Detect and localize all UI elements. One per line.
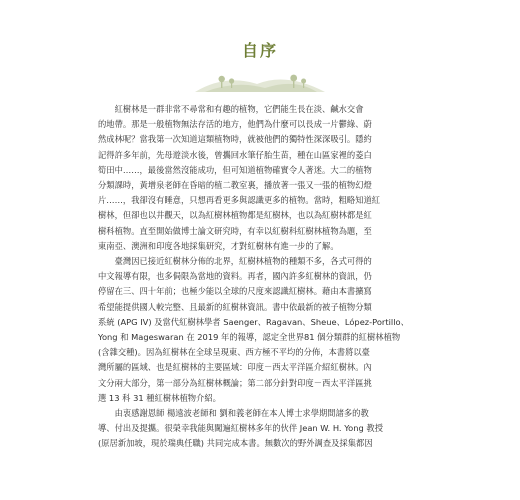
text-line: 分類課時，黃增泉老師在昏暗的植二教室裏，播放著一張又一張的植物幻燈 — [98, 180, 372, 191]
text-line: 樹科植物。直至開始做博士論文研究時，有幸以紅樹科紅樹林植物為題，至 — [98, 225, 372, 236]
text-line: 中文報導有限，也多侷限為當地的資料。再者，國內許多紅樹林的資訊，仍 — [98, 271, 372, 282]
text-line: 臺灣因已接近紅樹林分佈的北界，紅樹林植物的種類不多，各式可得的 — [98, 256, 372, 267]
text-line: 樹林，但卻也以井觀天，以為紅樹林植物都是紅樹林，也以為紅樹林都是紅 — [98, 210, 372, 221]
text-line: 記得許多年前，先母遊淡水後，曾攜回水筆仔胎生苗，種在山區家裡的菱白 — [98, 149, 372, 160]
text-line: 系統 (APG IV) 及當代紅樹林學者 Saenger、Ragavan、Sheue、López-Portillo、 — [98, 316, 409, 327]
text-line: 筍田中……，最後當然沒能成功，但可知道植物確實令人著迷。大二的植物 — [98, 164, 372, 175]
text-line: 停留在三、四十年前；也極少能以全球的尺度來認識紅樹林。藉由本書擴寫 — [98, 286, 372, 297]
text-line: 由衷感謝恩師 楊遠波老師和 劉和義老師在本人博士求學期間諸多的教 — [98, 408, 369, 419]
text-line: 的地帶。那是一般植物無法存活的地方，他們為什麼可以長成一片鬱綠、蔚 — [98, 119, 372, 130]
text-line: 灣所屬的區域、也是紅樹林的主要區域：印度－西太平洋區介紹紅樹林。內 — [98, 362, 372, 373]
text-line: Yong 和 Mageswaran 在 2019 年的報導，認定全世界81 個分類群的紅樹林植物 — [98, 332, 401, 343]
page-title: 自序 — [241, 41, 278, 60]
text-line: 導、付出及提攜。很榮幸我能與闖遍紅樹林多年的伙伴 Jean W. H. Yong 教授 — [98, 423, 383, 434]
text-line: 文分兩大部分，第一部分為紅樹林概論；第二部分針對印度－西太平洋區挑 — [98, 377, 372, 388]
text-line: (含雜交種)。因為紅樹林在全球呈現東、西方極不平均的分佈，本書將以臺 — [98, 347, 370, 358]
landscape-ornament-icon — [195, 70, 325, 94]
preface-header — [0, 30, 520, 90]
paragraph-2 — [98, 254, 416, 406]
preface-body — [98, 102, 416, 452]
text-line: 希望能提供國人較完整、且最新的紅樹林資訊。書中依最新的被子植物分類 — [98, 301, 372, 312]
text-line: 然成林呢？當我第一次知道這類植物時，就被他們的獨特性深深吸引。隱約 — [98, 134, 372, 145]
text-line: 紅樹林是一群非常不尋常和有趣的植物，它們能生長在淡、鹹水交會 — [98, 104, 364, 114]
text-line: 片……，我卻沒有睡意，只想再看更多與認識更多的植物。當時，粗略知道紅 — [98, 195, 381, 206]
text-line: 東南亞、澳洲和印度各地採集研究，才對紅樹林有進一步的了解。 — [98, 240, 339, 251]
text-line: 選 13 科 31 種紅樹林植物介紹。 — [98, 392, 221, 403]
paragraph-1 — [98, 102, 416, 254]
text-line: (原居新加坡，現於瑞典任職) 共同完成本書。無數次的野外調查及採集都因 — [98, 438, 373, 449]
paragraph-3 — [98, 406, 416, 452]
